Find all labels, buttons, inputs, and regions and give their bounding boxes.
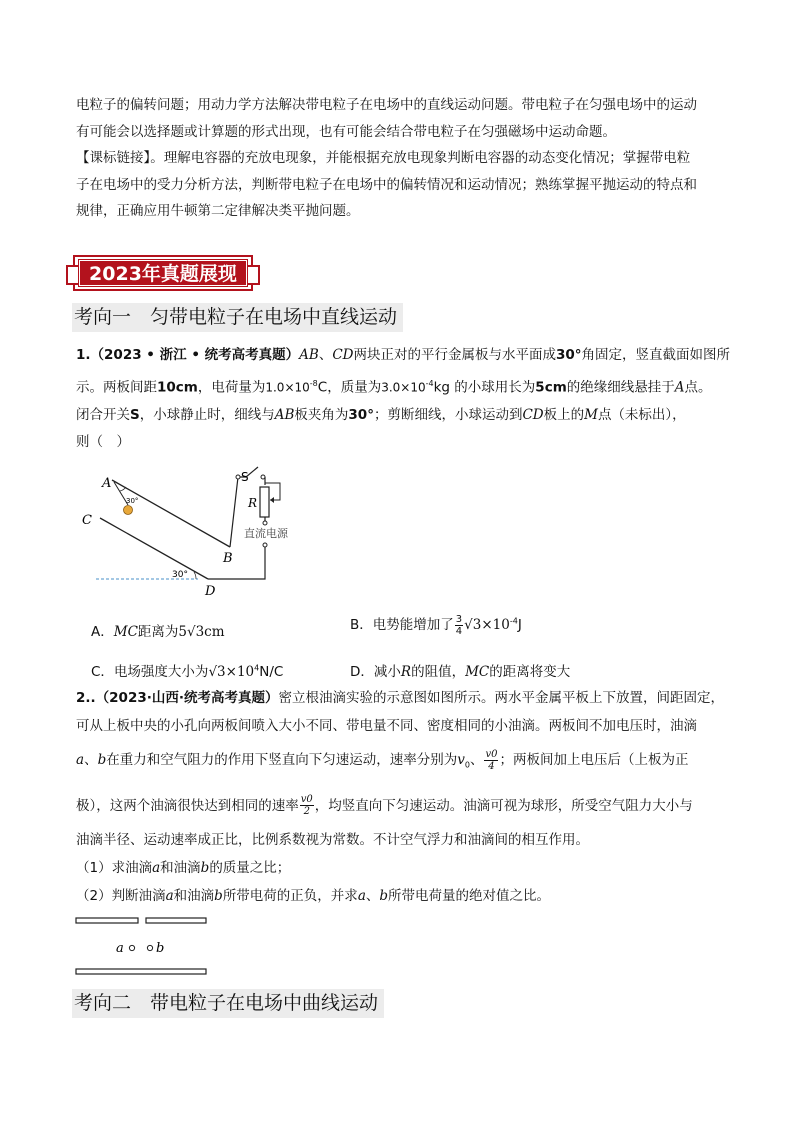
option-text: 电场强度大小为 (113, 664, 209, 680)
option-label: B． (350, 617, 373, 633)
terminal (263, 521, 267, 525)
option-text: 减小 (373, 664, 401, 680)
fraction-denominator: 2 (303, 806, 310, 818)
curriculum-tag: 【课标链接】 (76, 150, 151, 166)
resistor (260, 487, 269, 517)
q2-text: （2）判断油滴 (76, 887, 166, 904)
option-label: C． (91, 664, 114, 680)
option-text: 距离为 (137, 624, 179, 640)
label-angle-bottom: 30° (172, 570, 188, 580)
option-unit: J (517, 617, 522, 633)
label-droplet-b: b (156, 941, 165, 956)
upper-plate-right (146, 918, 206, 923)
q1-text: CD (332, 347, 354, 363)
fraction (484, 749, 498, 772)
intro-line: 子在电场中的受力分析方法，判断带电粒子在电场中的偏转情况和运动情况；熟练掌握平抛运动的特点和 (76, 176, 697, 193)
label-b: B (223, 551, 233, 566)
q1-text: kg 的小球用长为 (433, 379, 536, 395)
q2-text: 、 (84, 752, 98, 768)
plate-cd (100, 518, 208, 579)
q2-text: a (357, 887, 366, 904)
q2-text: a (76, 752, 85, 768)
q1-circuit-diagram (78, 455, 308, 603)
q2-text: （1）求油滴 (76, 859, 153, 876)
option-label: D． (350, 664, 374, 680)
q2-plates-diagram (74, 914, 214, 980)
q1-text: A (674, 379, 685, 395)
q1-text: ，电荷量为 (197, 379, 266, 395)
intro-paragraph (76, 92, 726, 225)
q2-number: 2.. (76, 690, 96, 706)
terminal (263, 543, 267, 547)
q1-text: 30° (348, 406, 374, 423)
q1-text: 10cm (157, 379, 198, 395)
q1-line-2 (76, 370, 726, 402)
fraction-numerator: v0 (300, 794, 313, 806)
fraction-numerator: 3 (455, 613, 463, 625)
q1-text: 闭合开关 (76, 406, 130, 423)
upper-plate-left (76, 918, 138, 923)
q1-text: 的绝缘细线悬挂于 (566, 379, 675, 395)
question-1 (76, 342, 731, 457)
label-angle-top: 30° (126, 497, 139, 505)
option-text: MC (465, 664, 490, 680)
q1-text: ；剪断细线，小球运动到 (373, 406, 523, 423)
q2-text: 、 (469, 752, 484, 768)
fraction-numerator: v0 (485, 748, 498, 760)
q1-line-1 (76, 342, 731, 370)
q1-text: C，质量为 (317, 379, 382, 395)
q1-text: -4 (425, 378, 434, 388)
q1-text: 3.0×10 (381, 380, 426, 394)
option-label: A． (91, 624, 114, 640)
q2-text: ；两板间加上电压后（上板为正 (499, 752, 689, 768)
label-d: D (205, 584, 216, 599)
q2-line-5: 油滴半径、运动速率成正比，比例系数视为常数。不计空气浮力和油滴间的相互作用。 (76, 831, 589, 848)
slider-arrow (270, 497, 274, 503)
option-exponent: -4 (509, 616, 518, 626)
q2-sub-1 (76, 854, 726, 882)
intro-line: 规律，正确应用牛顿第二定律解决类平抛问题。 (76, 203, 360, 219)
label-s: S (241, 470, 249, 484)
option-text: 的阻值， (411, 664, 466, 680)
intro-line (76, 145, 726, 172)
fraction (455, 614, 463, 637)
wire-d (208, 547, 265, 579)
q1-number: 1. (76, 347, 91, 363)
q2-text: 和油滴 (160, 859, 201, 876)
q1-text: 、 (318, 347, 333, 363)
q1-text: -8 (309, 378, 318, 388)
question-2 (76, 684, 726, 910)
q2-line-2: 可从上板中央的小孔向两板间喷入大小不同、带电量不同、密度相同的小油滴。两板间不加电压时，油滴 (76, 718, 697, 734)
q2-line-4 (76, 786, 726, 826)
q2-text: b (97, 752, 107, 768)
q2-text: 0 (464, 760, 470, 770)
q2-line-1 (76, 684, 726, 712)
lower-plate (76, 969, 206, 974)
q1-text: 示。两板间距 (76, 379, 157, 395)
q1-text: 1.0×10 (265, 380, 310, 394)
q2-text: v (457, 752, 465, 768)
q2-text: 和油滴 (173, 887, 215, 904)
year-banner (73, 255, 253, 291)
q1-line-4: 则（ ） (76, 434, 130, 450)
option-a (91, 620, 225, 640)
q2-text: b (214, 887, 223, 904)
q1-text: 点。 (684, 379, 712, 395)
option-value: 5√3cm (178, 624, 225, 640)
q2-text: ，均竖直向下匀速运动。油滴可视为球形，所受空气阻力大小与 (314, 797, 693, 814)
q1-text: 点（未标出）， (597, 406, 686, 423)
charged-ball (124, 506, 133, 515)
q1-text: M (584, 406, 598, 423)
q2-text: a (152, 859, 161, 876)
q2-line-3 (76, 740, 726, 786)
label-a: A (102, 476, 112, 491)
q2-text: b (200, 859, 210, 876)
q2-text: 的质量之比； (209, 859, 291, 876)
q2-text: 所带电荷量的绝对值之比。 (388, 887, 551, 904)
option-d (350, 660, 570, 680)
q1-text: 板夹角为 (294, 406, 349, 423)
q1-text: ，小球静止时，细线与 (139, 406, 275, 423)
label-dc-source: 直流电源 (244, 527, 288, 540)
banner-title: 2023年真题展现 (79, 260, 247, 286)
q1-text: 角固定，竖直截面如图所 (581, 347, 731, 363)
switch-node (236, 475, 240, 479)
q1-text: 5cm (535, 379, 567, 395)
fraction (300, 794, 314, 817)
banner-knot-right (246, 265, 260, 285)
angle-arc-bottom (194, 572, 196, 579)
q2-text: 在重力和空气阻力的作用下竖直向下匀速运动，速率分别为 (106, 752, 458, 768)
label-droplet-a: a (116, 941, 124, 956)
option-text: MC (113, 624, 138, 640)
fraction-denominator: 4 (488, 760, 495, 772)
droplet-b (147, 945, 152, 950)
q1-text: AB (274, 406, 295, 423)
q1-text: 板上的 (543, 406, 585, 423)
option-text: 电势能增加了 (372, 617, 454, 633)
q2-text: 所带电荷的正负，并求 (222, 887, 358, 904)
label-c: C (82, 513, 92, 528)
fraction-denominator: 4 (455, 625, 463, 637)
option-value: √3×10 (208, 664, 255, 680)
q2-text: a (165, 887, 174, 904)
option-text: R (400, 664, 412, 680)
banner-knot-left (66, 265, 80, 285)
angle-arc-top (120, 487, 126, 491)
q2-sub-2 (76, 882, 726, 910)
q2-source: （2023·山西·统考高考真题） (95, 690, 279, 706)
option-unit: N/C (259, 664, 284, 680)
option-value: √3×10 (464, 617, 510, 633)
q1-line-3 (76, 402, 726, 430)
q2-text: 、 (365, 887, 380, 904)
section-heading-2: 考向二 带电粒子在电场中曲线运动 (72, 989, 384, 1018)
q1-text: AB (299, 347, 319, 363)
q1-source: （2023 • 浙江 • 统考高考真题） (90, 347, 300, 363)
q1-text: 30° (556, 347, 582, 363)
option-text: 的距离将变大 (489, 664, 571, 680)
q1-text: CD (522, 406, 544, 423)
droplet-a (129, 945, 134, 950)
q2-text: 密立根油滴实验的示意图如图所示。两水平金属平板上下放置，间距固定， (278, 690, 724, 706)
option-b (350, 613, 522, 637)
q1-text: S (130, 406, 140, 423)
option-exponent: 4 (254, 663, 260, 673)
intro-text: 。理解电容器的充放电现象，并能根据充放电现象判断电容器的动态变化情况；掌握带电粒 (150, 150, 691, 166)
q2-text: 极），这两个油滴很快达到相同的速率 (76, 797, 299, 814)
intro-line: 有可能会以选择题或计算题的形式出现，也有可能会结合带电粒子在匀强磁场中运动命题。 (76, 123, 616, 140)
section-heading-1: 考向一 匀带电粒子在电场中直线运动 (72, 303, 403, 332)
q2-text: b (379, 887, 389, 904)
label-r: R (248, 496, 258, 510)
option-c (91, 660, 283, 680)
intro-line: 电粒子的偏转问题；用动力学方法解决带电粒子在电场中的直线运动问题。带电粒子在匀强电场中的运动 (76, 97, 697, 113)
q1-text: 两块正对的平行金属板与水平面成 (353, 347, 556, 363)
